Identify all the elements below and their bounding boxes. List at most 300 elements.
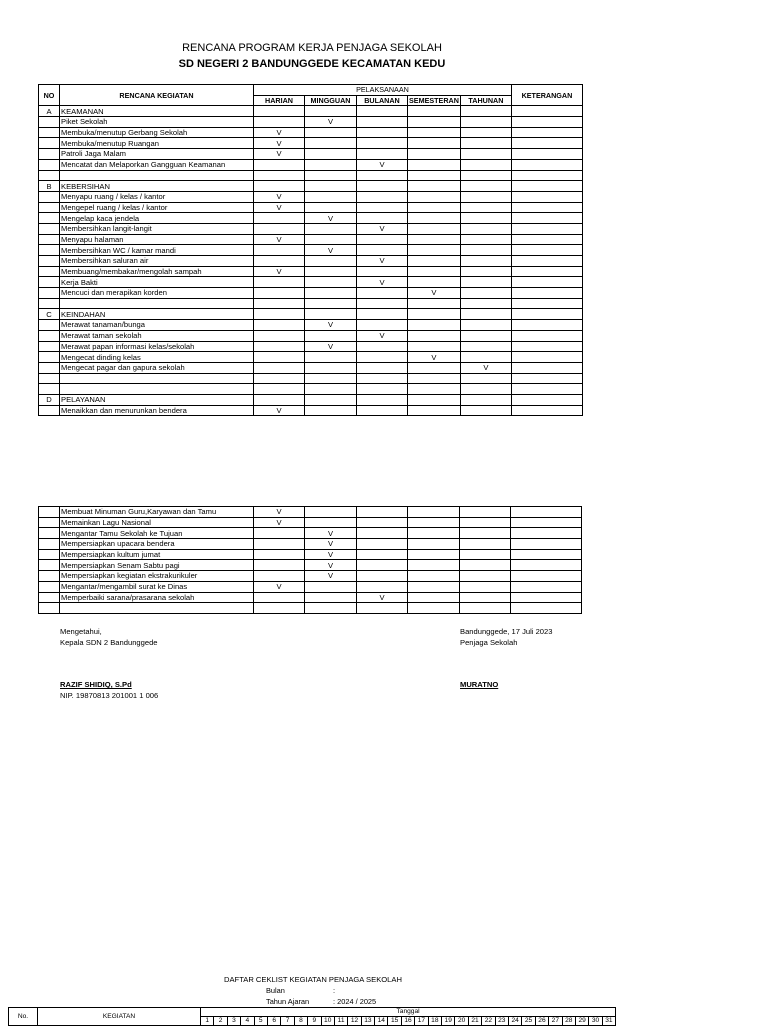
table-row: [39, 384, 583, 395]
row-mingguan-cell: [305, 603, 357, 614]
row-harian-cell: V: [254, 149, 305, 160]
checklist-day-cell: 11: [334, 1017, 347, 1026]
row-activity-cell: KEAMANAN: [60, 106, 254, 117]
row-harian-cell: [254, 603, 305, 614]
row-mingguan-cell: [305, 330, 357, 341]
row-harian-cell: V: [254, 405, 305, 416]
row-keterangan-cell: [511, 223, 582, 234]
table-row: [39, 571, 582, 582]
row-bulanan-cell: [357, 266, 408, 277]
row-no-cell: [39, 298, 60, 309]
row-harian-cell: [254, 330, 305, 341]
row-no-cell: [39, 560, 60, 571]
row-mingguan-cell: V: [305, 549, 357, 560]
row-bulanan-cell: [357, 405, 408, 416]
row-mingguan-cell: V: [305, 213, 357, 224]
row-activity-cell: [60, 373, 254, 384]
row-bulanan-cell: [357, 528, 408, 539]
row-harian-cell: [254, 394, 305, 405]
signature-right-name-block: [460, 679, 498, 690]
row-semesteran-cell: [408, 384, 461, 395]
row-semesteran-cell: [408, 106, 461, 117]
header-kegiatan: RENCANA KEGIATAN: [60, 85, 254, 106]
row-bulanan-cell: [357, 138, 408, 149]
row-bulanan-cell: V: [357, 277, 408, 288]
table-row: [39, 320, 583, 331]
row-harian-cell: [254, 181, 305, 192]
sig-left-line1: Mengetahui,: [60, 627, 102, 636]
row-harian-cell: V: [254, 202, 305, 213]
row-semesteran-cell: V: [408, 288, 461, 299]
row-no-cell: B: [39, 181, 60, 192]
row-bulanan-cell: [357, 106, 408, 117]
row-activity-cell: PELAYANAN: [60, 394, 254, 405]
row-mingguan-cell: [305, 394, 357, 405]
table-row: [39, 528, 582, 539]
table-row: [39, 330, 583, 341]
checklist-tanggal-header: Tanggal: [201, 1008, 616, 1017]
row-no-cell: D: [39, 394, 60, 405]
table-row: [39, 213, 583, 224]
row-mingguan-cell: V: [305, 320, 357, 331]
row-harian-cell: [254, 592, 305, 603]
row-activity-cell: [60, 384, 254, 395]
table-row: [39, 138, 583, 149]
row-activity-cell: [60, 298, 254, 309]
row-keterangan-cell: [511, 373, 582, 384]
row-tahunan-cell: [460, 181, 511, 192]
row-bulanan-cell: [357, 517, 408, 528]
row-semesteran-cell: [408, 266, 461, 277]
row-bulanan-cell: V: [357, 256, 408, 267]
row-semesteran-cell: [408, 149, 461, 160]
row-tahunan-cell: [460, 592, 511, 603]
row-semesteran-cell: [408, 528, 460, 539]
checklist-bulan-label: Bulan: [266, 986, 285, 995]
row-no-cell: [39, 288, 60, 299]
row-activity-cell: Patroli Jaga Malam: [60, 149, 254, 160]
table-row: [39, 191, 583, 202]
checklist-day-cell: 15: [388, 1017, 401, 1026]
row-bulanan-cell: [357, 549, 408, 560]
sig-right-line1: Bandunggede, 17 Juli 2023: [460, 627, 553, 636]
row-keterangan-cell: [511, 341, 582, 352]
row-harian-cell: V: [254, 266, 305, 277]
row-semesteran-cell: [408, 592, 460, 603]
table-row: [39, 266, 583, 277]
row-semesteran-cell: [408, 223, 461, 234]
row-semesteran-cell: [408, 373, 461, 384]
row-semesteran-cell: V: [408, 352, 461, 363]
row-no-cell: [39, 384, 60, 395]
checklist-day-cell: 2: [214, 1017, 227, 1026]
document-title: RENCANA PROGRAM KERJA PENJAGA SEKOLAH: [182, 42, 442, 54]
row-no-cell: [39, 127, 60, 138]
checklist-day-cell: 6: [267, 1017, 280, 1026]
sig-left-line2: Kepala SDN 2 Bandunggede: [60, 638, 158, 647]
row-keterangan-cell: [511, 245, 582, 256]
row-bulanan-cell: [357, 539, 408, 550]
row-activity-cell: Membuka/menutup Gerbang Sekolah: [60, 127, 254, 138]
row-semesteran-cell: [408, 191, 461, 202]
row-activity-cell: Mengepel ruang / kelas / kantor: [60, 202, 254, 213]
sig-left-nip: NIP. 19870813 201001 1 006: [60, 691, 159, 700]
row-bulanan-cell: V: [357, 330, 408, 341]
row-bulanan-cell: V: [357, 592, 408, 603]
row-semesteran-cell: [408, 170, 461, 181]
row-mingguan-cell: V: [305, 341, 357, 352]
row-bulanan-cell: [357, 202, 408, 213]
row-harian-cell: V: [254, 517, 305, 528]
row-keterangan-cell: [511, 384, 582, 395]
sig-right-line2: Penjaga Sekolah: [460, 638, 518, 647]
row-no-cell: [39, 223, 60, 234]
row-keterangan-cell: [511, 288, 582, 299]
row-keterangan-cell: [511, 528, 582, 539]
row-harian-cell: [254, 528, 305, 539]
row-tahunan-cell: [460, 149, 511, 160]
row-tahunan-cell: [460, 288, 511, 299]
row-bulanan-cell: [357, 320, 408, 331]
checklist-day-cell: 31: [602, 1017, 615, 1026]
row-harian-cell: [254, 213, 305, 224]
table-row: [39, 181, 583, 192]
row-tahunan-cell: [460, 373, 511, 384]
row-tahunan-cell: [460, 234, 511, 245]
row-harian-cell: [254, 560, 305, 571]
row-bulanan-cell: [357, 213, 408, 224]
table-row: [39, 234, 583, 245]
row-tahunan-cell: [460, 127, 511, 138]
header-tahunan: TAHUNAN: [460, 95, 511, 106]
row-keterangan-cell: [511, 106, 582, 117]
row-activity-cell: Mencatat dan Melaporkan Gangguan Keamanan: [60, 159, 254, 170]
row-bulanan-cell: [357, 362, 408, 373]
row-bulanan-cell: [357, 298, 408, 309]
row-harian-cell: V: [254, 507, 305, 518]
row-keterangan-cell: [511, 159, 582, 170]
row-tahunan-cell: [460, 341, 511, 352]
checklist-day-cell: 5: [254, 1017, 267, 1026]
checklist-day-cell: 18: [428, 1017, 441, 1026]
checklist-day-cell: 3: [227, 1017, 240, 1026]
signature-left-name-block: [60, 679, 158, 701]
row-tahunan-cell: [460, 384, 511, 395]
table-row: [39, 149, 583, 160]
row-mingguan-cell: [305, 288, 357, 299]
row-mingguan-cell: [305, 223, 357, 234]
row-tahunan-cell: [460, 330, 511, 341]
row-no-cell: [39, 170, 60, 181]
row-tahunan-cell: [460, 394, 511, 405]
row-activity-cell: Kerja Bakti: [60, 277, 254, 288]
row-activity-cell: Mengelap kaca jendela: [60, 213, 254, 224]
row-bulanan-cell: [357, 603, 408, 614]
row-keterangan-cell: [511, 320, 582, 331]
row-activity-cell: Mempersiapkan upacara bendera: [60, 539, 254, 550]
row-no-cell: [39, 266, 60, 277]
row-tahunan-cell: [460, 517, 511, 528]
row-keterangan-cell: [511, 581, 582, 592]
table-row: [39, 288, 583, 299]
row-mingguan-cell: [305, 517, 357, 528]
row-keterangan-cell: [511, 507, 582, 518]
row-harian-cell: [254, 352, 305, 363]
row-no-cell: [39, 592, 60, 603]
row-semesteran-cell: [408, 560, 460, 571]
row-keterangan-cell: [511, 266, 582, 277]
row-activity-cell: Mempersiapkan kultum jumat: [60, 549, 254, 560]
row-bulanan-cell: [357, 571, 408, 582]
table-row: [39, 581, 582, 592]
row-keterangan-cell: [511, 213, 582, 224]
row-activity-cell: Merawat taman sekolah: [60, 330, 254, 341]
row-semesteran-cell: [408, 405, 461, 416]
row-no-cell: [39, 159, 60, 170]
row-activity-cell: Menyapu halaman: [60, 234, 254, 245]
row-mingguan-cell: V: [305, 117, 357, 128]
row-semesteran-cell: [408, 213, 461, 224]
row-activity-cell: Memainkan Lagu Nasional: [60, 517, 254, 528]
checklist-day-cell: 12: [348, 1017, 361, 1026]
row-semesteran-cell: [408, 234, 461, 245]
row-no-cell: [39, 352, 60, 363]
row-harian-cell: [254, 373, 305, 384]
row-harian-cell: [254, 309, 305, 320]
row-bulanan-cell: [357, 384, 408, 395]
checklist-day-cell: 7: [281, 1017, 294, 1026]
table-row: [39, 394, 583, 405]
row-no-cell: [39, 362, 60, 373]
row-bulanan-cell: [357, 127, 408, 138]
row-tahunan-cell: [460, 528, 511, 539]
header-mingguan: MINGGUAN: [305, 95, 357, 106]
header-bulanan: BULANAN: [357, 95, 408, 106]
checklist-title: DAFTAR CEKLIST KEGIATAN PENJAGA SEKOLAH: [224, 975, 402, 984]
row-no-cell: [39, 149, 60, 160]
row-no-cell: [39, 234, 60, 245]
row-semesteran-cell: [408, 571, 460, 582]
checklist-day-cell: 26: [535, 1017, 548, 1026]
row-semesteran-cell: [408, 549, 460, 560]
checklist-day-cell: 4: [241, 1017, 254, 1026]
row-bulanan-cell: [357, 507, 408, 518]
row-tahunan-cell: [460, 266, 511, 277]
table-row: [39, 507, 582, 518]
table-header-row: [39, 85, 583, 96]
checklist-day-cell: 1: [201, 1017, 214, 1026]
row-activity-cell: Memperbaiki sarana/prasarana sekolah: [60, 592, 254, 603]
row-mingguan-cell: [305, 298, 357, 309]
table-row: [39, 223, 583, 234]
row-activity-cell: Mempersiapkan Senam Sabtu pagi: [60, 560, 254, 571]
row-activity-cell: KEBERSIHAN: [60, 181, 254, 192]
row-no-cell: [39, 571, 60, 582]
row-bulanan-cell: [357, 581, 408, 592]
row-no-cell: [39, 603, 60, 614]
row-no-cell: [39, 373, 60, 384]
checklist-day-cell: 24: [508, 1017, 521, 1026]
row-activity-cell: Membuka/menutup Ruangan: [60, 138, 254, 149]
checklist-day-cell: 14: [375, 1017, 388, 1026]
row-keterangan-cell: [511, 571, 582, 582]
row-harian-cell: [254, 159, 305, 170]
row-keterangan-cell: [511, 405, 582, 416]
checklist-tahun-value: : 2024 / 2025: [333, 997, 377, 1006]
row-harian-cell: [254, 571, 305, 582]
row-activity-cell: Piket Sekolah: [60, 117, 254, 128]
header-pelaksanaan: PELAKSANAAN: [254, 85, 512, 96]
row-semesteran-cell: [408, 507, 460, 518]
row-semesteran-cell: [408, 202, 461, 213]
row-bulanan-cell: [357, 560, 408, 571]
row-no-cell: [39, 277, 60, 288]
row-activity-cell: Membuat Minuman Guru,Karyawan dan Tamu: [60, 507, 254, 518]
row-bulanan-cell: [357, 234, 408, 245]
checklist-day-cell: 8: [294, 1017, 307, 1026]
table-row: [39, 245, 583, 256]
row-bulanan-cell: [357, 149, 408, 160]
row-keterangan-cell: [511, 277, 582, 288]
row-harian-cell: [254, 549, 305, 560]
row-tahunan-cell: [460, 352, 511, 363]
row-mingguan-cell: [305, 309, 357, 320]
checklist-day-cell: 10: [321, 1017, 334, 1026]
row-keterangan-cell: [511, 149, 582, 160]
row-tahunan-cell: [460, 117, 511, 128]
table-row: [39, 170, 583, 181]
row-bulanan-cell: [357, 170, 408, 181]
row-keterangan-cell: [511, 117, 582, 128]
row-activity-cell: Mengecat pagar dan gapura sekolah: [60, 362, 254, 373]
row-activity-cell: [60, 603, 254, 614]
row-semesteran-cell: [408, 320, 461, 331]
row-no-cell: [39, 405, 60, 416]
row-tahunan-cell: [460, 298, 511, 309]
row-semesteran-cell: [408, 581, 460, 592]
row-activity-cell: Membersihkan WC / kamar mandi: [60, 245, 254, 256]
checklist-day-cell: 29: [575, 1017, 588, 1026]
row-mingguan-cell: [305, 266, 357, 277]
checklist-bulan-value: :: [333, 986, 336, 995]
row-activity-cell: Mencuci dan merapikan korden: [60, 288, 254, 299]
row-semesteran-cell: [408, 330, 461, 341]
row-harian-cell: [254, 106, 305, 117]
row-mingguan-cell: V: [305, 560, 357, 571]
table-row: [39, 117, 583, 128]
row-tahunan-cell: [460, 138, 511, 149]
row-keterangan-cell: [511, 362, 582, 373]
row-mingguan-cell: [305, 202, 357, 213]
row-tahunan-cell: [460, 309, 511, 320]
row-activity-cell: Merawat tanaman/bunga: [60, 320, 254, 331]
row-keterangan-cell: [511, 592, 582, 603]
table-row: [39, 373, 583, 384]
row-tahunan-cell: [460, 603, 511, 614]
row-harian-cell: V: [254, 581, 305, 592]
row-activity-cell: Menyapu ruang / kelas / kantor: [60, 191, 254, 202]
row-harian-cell: [254, 256, 305, 267]
row-semesteran-cell: [408, 394, 461, 405]
row-bulanan-cell: [357, 181, 408, 192]
row-tahunan-cell: [460, 581, 511, 592]
row-keterangan-cell: [511, 138, 582, 149]
row-mingguan-cell: [305, 405, 357, 416]
row-keterangan-cell: [511, 298, 582, 309]
row-mingguan-cell: [305, 384, 357, 395]
table-row: [39, 549, 582, 560]
row-mingguan-cell: [305, 581, 357, 592]
row-activity-cell: Mengantar Tamu Sekolah ke Tujuan: [60, 528, 254, 539]
row-semesteran-cell: [408, 245, 461, 256]
row-bulanan-cell: [357, 191, 408, 202]
row-semesteran-cell: [408, 341, 461, 352]
row-keterangan-cell: [511, 127, 582, 138]
table-row: [39, 560, 582, 571]
row-activity-cell: Membersihkan langit-langit: [60, 223, 254, 234]
row-mingguan-cell: V: [305, 245, 357, 256]
row-activity-cell: KEINDAHAN: [60, 309, 254, 320]
row-tahunan-cell: V: [460, 362, 511, 373]
row-harian-cell: V: [254, 234, 305, 245]
row-mingguan-cell: [305, 352, 357, 363]
header-no: NO: [39, 85, 60, 106]
row-no-cell: [39, 213, 60, 224]
row-semesteran-cell: [408, 181, 461, 192]
row-harian-cell: [254, 320, 305, 331]
header-harian: HARIAN: [254, 95, 305, 106]
row-mingguan-cell: [305, 127, 357, 138]
row-mingguan-cell: [305, 191, 357, 202]
row-tahunan-cell: [460, 245, 511, 256]
row-bulanan-cell: [357, 341, 408, 352]
checklist-day-cell: 19: [442, 1017, 455, 1026]
row-tahunan-cell: [460, 223, 511, 234]
row-keterangan-cell: [511, 560, 582, 571]
row-mingguan-cell: V: [305, 528, 357, 539]
row-no-cell: [39, 581, 60, 592]
row-harian-cell: [254, 298, 305, 309]
row-keterangan-cell: [511, 309, 582, 320]
row-keterangan-cell: [511, 330, 582, 341]
row-keterangan-cell: [511, 603, 582, 614]
row-no-cell: [39, 528, 60, 539]
row-tahunan-cell: [460, 560, 511, 571]
row-bulanan-cell: V: [357, 159, 408, 170]
table-row: [39, 362, 583, 373]
row-activity-cell: Mengecat dinding kelas: [60, 352, 254, 363]
row-bulanan-cell: [357, 117, 408, 128]
row-harian-cell: [254, 245, 305, 256]
row-no-cell: [39, 539, 60, 550]
row-tahunan-cell: [460, 549, 511, 560]
row-mingguan-cell: V: [305, 539, 357, 550]
row-semesteran-cell: [408, 127, 461, 138]
row-bulanan-cell: [357, 394, 408, 405]
row-keterangan-cell: [511, 352, 582, 363]
row-semesteran-cell: [408, 298, 461, 309]
table-row: [39, 277, 583, 288]
row-harian-cell: [254, 170, 305, 181]
row-harian-cell: V: [254, 138, 305, 149]
table-row: [39, 202, 583, 213]
row-no-cell: [39, 507, 60, 518]
row-no-cell: [39, 202, 60, 213]
program-table: [38, 84, 583, 416]
row-no-cell: [39, 549, 60, 560]
row-keterangan-cell: [511, 256, 582, 267]
row-keterangan-cell: [511, 517, 582, 528]
